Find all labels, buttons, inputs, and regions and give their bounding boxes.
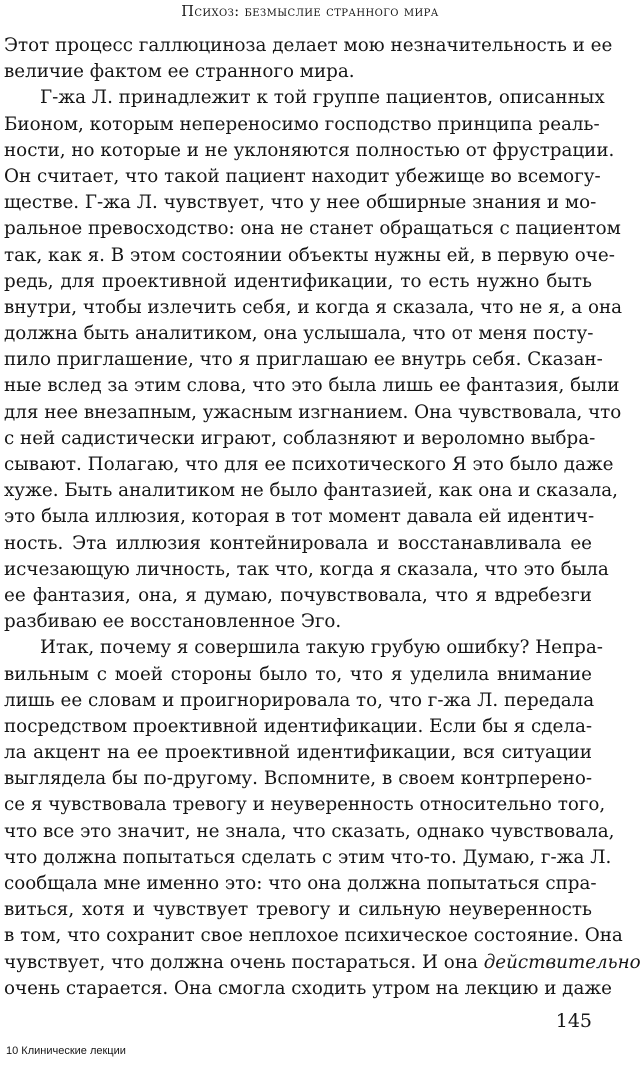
text-line: ность. Эта иллюзия контейнировала и восстанавливала ее bbox=[4, 532, 592, 554]
text-line: ществе. Г-жа Л. чувствует, что у нее обширные знания и мо- bbox=[4, 192, 597, 214]
text-line: это была иллюзия, которая в тот момент давала ей идентич- bbox=[4, 506, 595, 528]
text-line: сообщала мне именно это: что она должна попытаться спра- bbox=[4, 873, 597, 894]
text-line: Он считает, что такой пациент находит убежище во всемогу- bbox=[4, 165, 601, 187]
text-line: виться, хотя и чувствует тревогу и сильную неуверенность bbox=[4, 899, 592, 921]
text-line: Бионом, которым непереносимо господство принципа реаль- bbox=[4, 113, 600, 135]
text-line: Г-жа Л. принадлежит к той группе пациентов, описанных bbox=[40, 87, 605, 109]
paragraph-3 bbox=[4, 635, 641, 1002]
text-line: так, как я. В этом состоянии объекты нужны ей, в первую оче- bbox=[4, 244, 615, 266]
text-line: редь, для проективной идентификации, то есть нужно быть bbox=[4, 270, 592, 292]
text-line: для нее внезапным, ужасным изгнанием. Она чувствовала, что bbox=[4, 401, 622, 423]
text-line: что все это значит, не знала, что сказать, однако чувствовала, bbox=[4, 820, 615, 842]
text-line: должна быть аналитиком, она услышала, что от меня посту- bbox=[4, 323, 594, 345]
running-head: Психоз: безмыслие странного мира bbox=[181, 4, 439, 20]
text-line: вильным с моей стороны было то, что я уделила внимание bbox=[4, 663, 592, 685]
text-line: ральное превосходство: она не станет обращаться с пациентом bbox=[4, 218, 621, 240]
page-number: 145 bbox=[555, 1010, 592, 1032]
text-line: ные вслед за этим слова, что это была лишь ее фантазия, были bbox=[4, 375, 620, 397]
text-line: лишь ее словам и проигнорировала то, что г-жа Л. передала bbox=[4, 689, 595, 711]
text-line: что должна попытаться сделать с этим что-то. Думаю, г-жа Л. bbox=[4, 846, 612, 868]
paragraph-2 bbox=[4, 85, 623, 635]
text-line: ее фантазия, она, я думаю, почувствовала, что я вдребезги bbox=[4, 584, 592, 606]
text-line: ности, но которые и не уклоняются полностью от фрустрации. bbox=[4, 139, 615, 161]
text-line: пило приглашение, что я приглашаю ее внутрь себя. Сказан- bbox=[4, 349, 603, 371]
text-line: внутри, чтобы излечить себя, и когда я сказала, что не я, а она bbox=[4, 296, 623, 318]
text-line: величие фактом ее странного мира. bbox=[4, 61, 355, 83]
emphasized-word: действительно bbox=[483, 951, 641, 973]
footer-signature: 10 Клинические лекции bbox=[6, 1045, 126, 1057]
text-line: сывают. Полагаю, что для ее психотического Я это было даже bbox=[4, 454, 614, 475]
text-line: в том, что сохранит свое неплохое психическое состояние. Она bbox=[4, 925, 623, 947]
text-line: посредством проективной идентификации. Если бы я сдела- bbox=[4, 715, 593, 737]
text-line: разбиваю ее восстановленное Эго. bbox=[4, 611, 342, 633]
paragraph-1 bbox=[4, 33, 613, 85]
text-line: хуже. Быть аналитиком не было фантазией, как она и сказала, bbox=[4, 480, 618, 502]
text-line: Этот процесс галлюциноза делает мою незначительность и ее bbox=[4, 35, 613, 56]
text-fragment: чувствует, что должна очень постараться. И она bbox=[4, 951, 484, 973]
text-line: с ней садистически играют, соблазняют и вероломно выбра- bbox=[4, 427, 596, 449]
text-line: Итак, почему я совершила такую грубую ошибку? Непра- bbox=[40, 637, 603, 659]
page-body bbox=[4, 33, 641, 1002]
text-line: очень старается. Она смогла сходить утром на лекцию и даже bbox=[4, 977, 612, 999]
text-line: выглядела бы по-другому. Вспомните, в своем контрперено- bbox=[4, 768, 592, 790]
text-line: исчезающую личность, так что, когда я сказала, что это была bbox=[4, 558, 609, 580]
text-line-with-emphasis bbox=[4, 950, 641, 976]
text-line: се я чувствовала тревогу и неуверенность относительно того, bbox=[4, 794, 606, 816]
text-line: ла акцент на ее проективной идентификации, вся ситуации bbox=[4, 742, 592, 764]
